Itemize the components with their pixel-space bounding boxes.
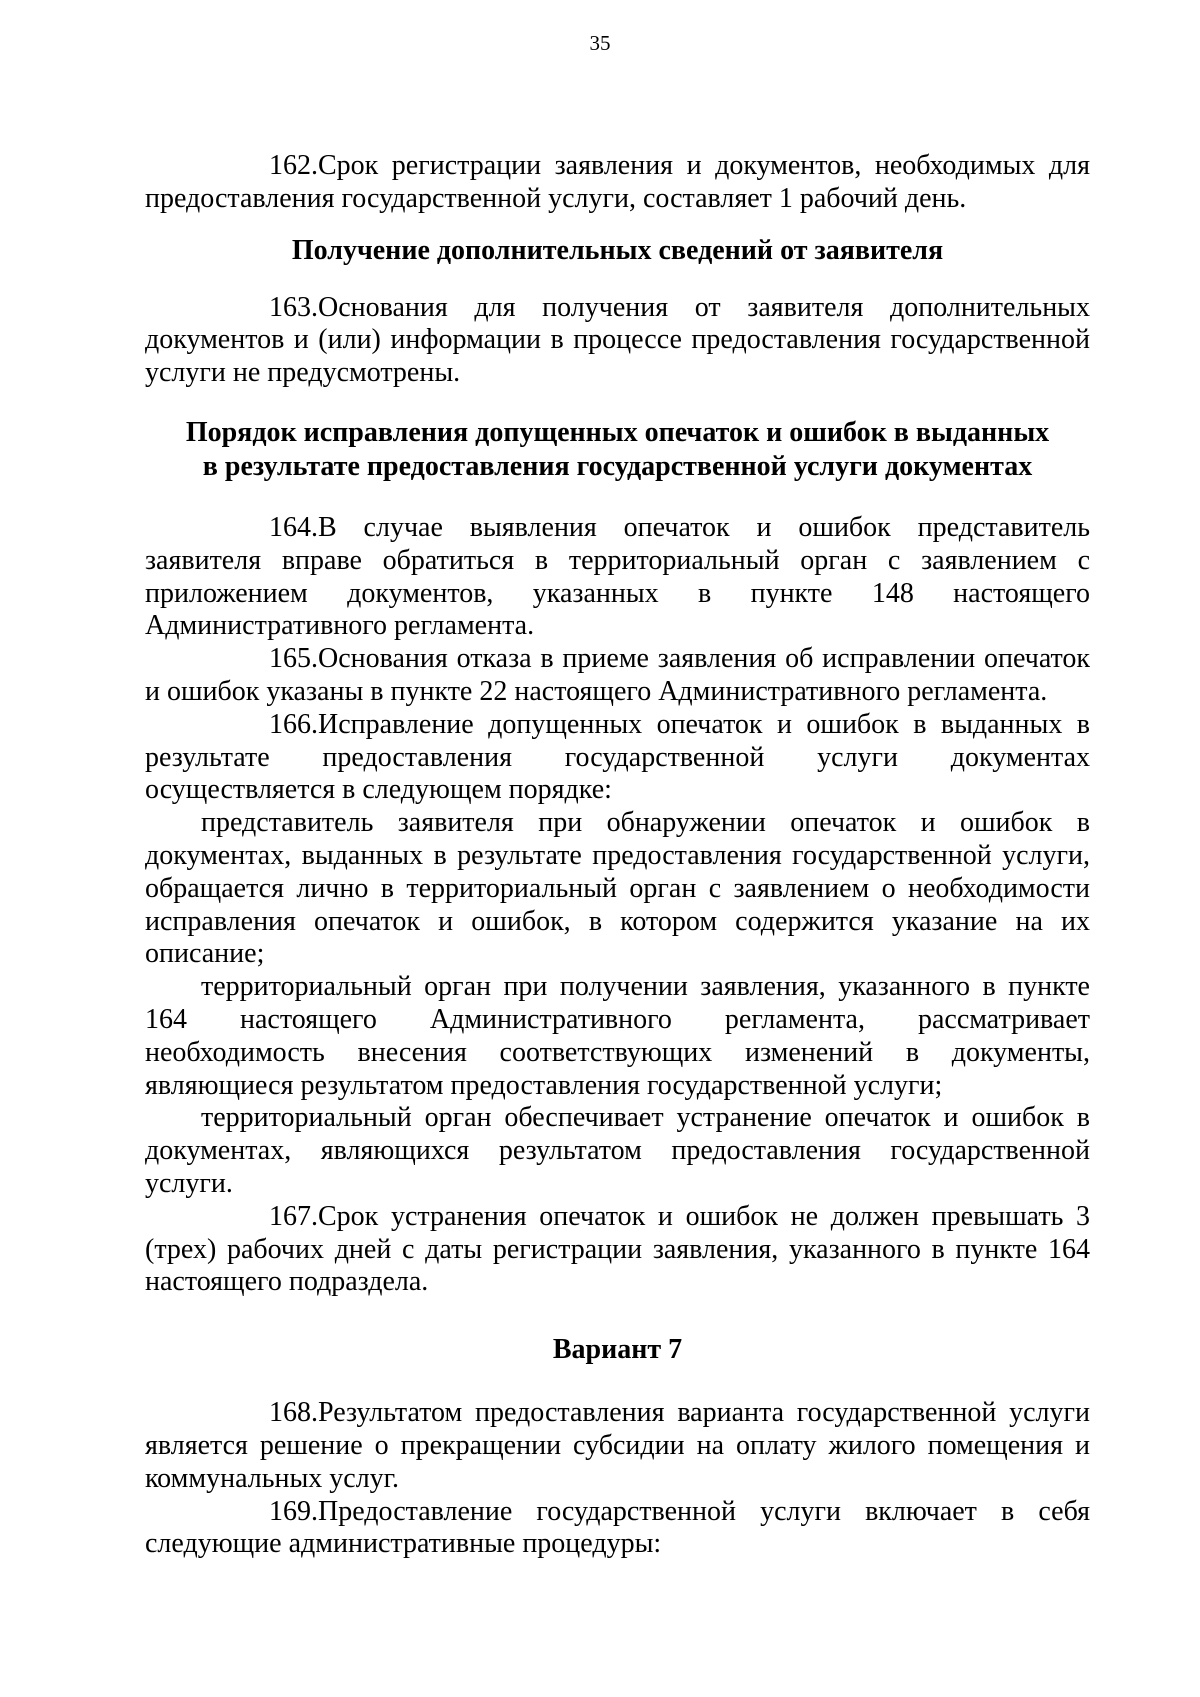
paragraph-166-item-a: представитель заявителя при обнаружении опечаток и ошибок в документах, выданных в результате предоставления государственной услуги, обращается лично в территориальный орган с заявлением о необходимости исправления опечаток и ошибок, в котором содержится указание на их описание; bbox=[145, 807, 1090, 970]
section-heading-additional-info: Получение дополнительных сведений от заявителя bbox=[291, 234, 944, 266]
paragraph-text: В случае выявления опечаток и ошибок представитель заявителя вправе обратиться в территориальный орган с заявлением с приложением документов, указанных в пункте 148 настоящего Административного регламента. bbox=[145, 511, 1090, 642]
heading-line-2: в результате предоставления государственной услуги документах bbox=[202, 450, 1033, 482]
paragraph-number: 163. bbox=[269, 291, 318, 323]
paragraph-166 bbox=[145, 709, 1090, 807]
paragraph-165 bbox=[145, 643, 1090, 709]
paragraph-167 bbox=[145, 1201, 1090, 1299]
paragraph-number: 164. bbox=[269, 511, 318, 543]
paragraph-162 bbox=[145, 150, 1090, 216]
paragraph-text: Срок устранения опечаток и ошибок не должен превышать 3 (трех) рабочих дней с даты регистрации заявления, указанного в пункте 164 настоящего подраздела. bbox=[145, 1200, 1090, 1298]
paragraph-number: 169. bbox=[269, 1495, 318, 1527]
paragraph-166-item-b: территориальный орган при получении заявления, указанного в пункте 164 настоящего Административного регламента, рассматривает необходимость внесения соответствующих изменений в документы, являющиеся результатом предоставления государственной услуги; bbox=[145, 971, 1090, 1101]
paragraph-text: Результатом предоставления варианта государственной услуги является решение о прекращении субсидии на оплату жилого помещения и коммунальных услуг. bbox=[145, 1397, 1090, 1494]
section-heading-variant-7: Вариант 7 bbox=[552, 1334, 683, 1366]
paragraph-169 bbox=[145, 1496, 1090, 1562]
paragraph-number: 167. bbox=[269, 1200, 318, 1232]
paragraph-number: 165. bbox=[269, 643, 318, 675]
section-heading-error-correction bbox=[145, 416, 1090, 484]
paragraph-168 bbox=[145, 1397, 1090, 1495]
document-body bbox=[145, 150, 1090, 1561]
paragraph-text: Исправление допущенных опечаток и ошибок в выданных в результате предоставления государственной услуги документах осуществляется в следующем порядке: bbox=[145, 708, 1090, 806]
paragraph-text: Основания отказа в приеме заявления об исправлении опечаток и ошибок указаны в пункте 22 настоящего Административного регламента. bbox=[145, 643, 1090, 707]
paragraph-number: 166. bbox=[269, 708, 318, 740]
paragraph-number: 162. bbox=[269, 150, 318, 181]
heading-line-1: Порядок исправления допущенных опечаток и ошибок в выданных bbox=[185, 416, 1050, 448]
paragraph-text: Основания для получения от заявителя дополнительных документов и (или) информации в процессе предоставления государственной услуги не предусмотрены. bbox=[145, 291, 1090, 389]
paragraph-164 bbox=[145, 512, 1090, 643]
paragraph-number: 168. bbox=[269, 1397, 318, 1429]
paragraph-text: Предоставление государственной услуги включает в себя следующие административные процедуры: bbox=[145, 1495, 1090, 1560]
paragraph-166-item-c: территориальный орган обеспечивает устранение опечаток и ошибок в документах, являющихся результатом предоставления государственной услуги. bbox=[145, 1102, 1090, 1199]
paragraph-text: Срок регистрации заявления и документов, необходимых для предоставления государственной услуги, составляет 1 рабочий день. bbox=[145, 150, 1090, 214]
paragraph-163 bbox=[145, 292, 1090, 390]
page-number: 35 bbox=[589, 31, 611, 55]
